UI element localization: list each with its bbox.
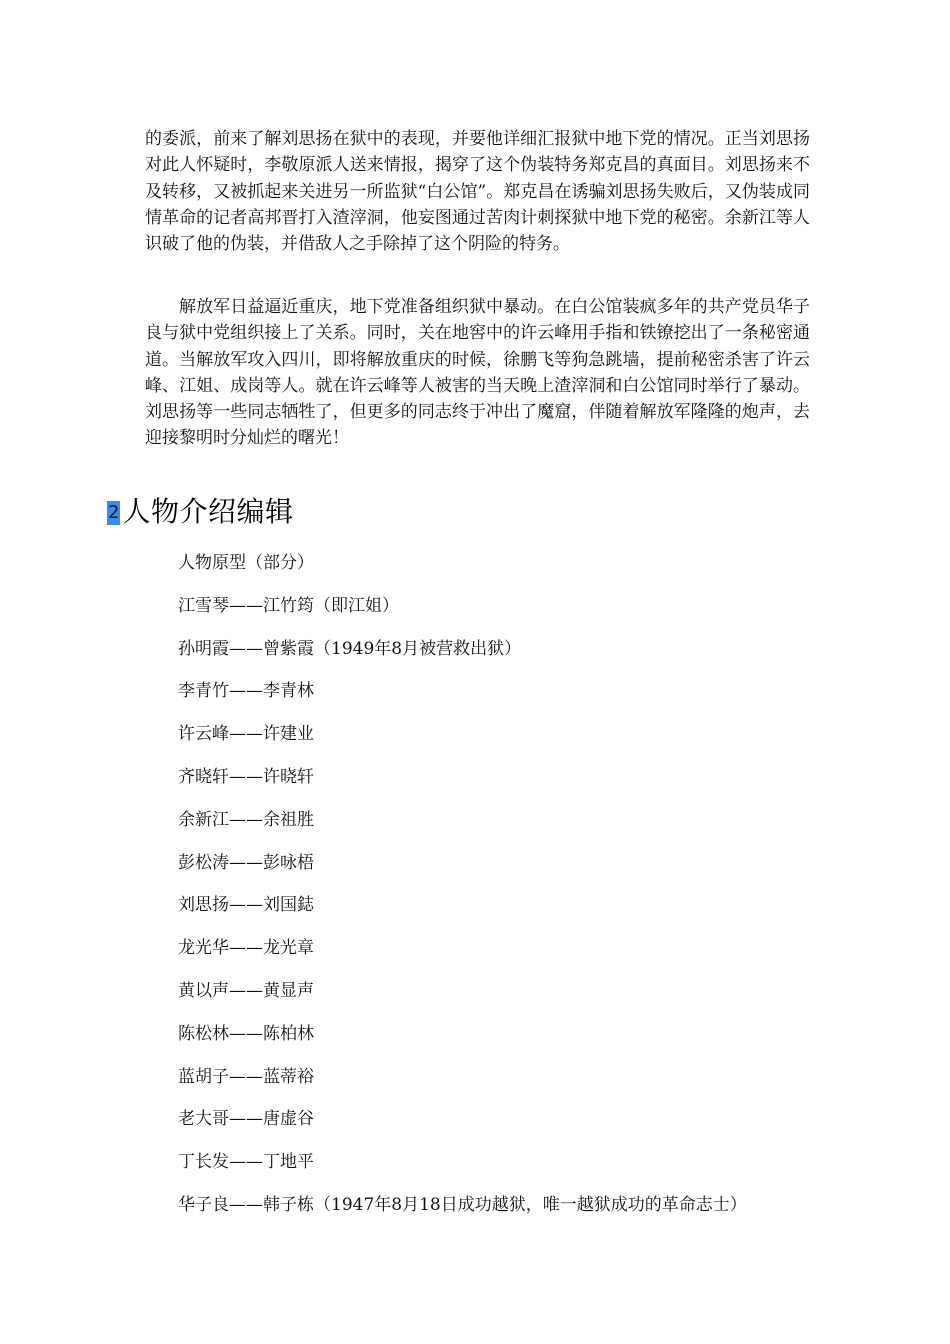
list-item: 龙光华——龙光章: [178, 938, 314, 959]
character-list-heading: 人物原型（部分）: [178, 553, 314, 573]
paragraph-prison-uprising-text: 解放军日益逼近重庆，地下党准备组织狱中暴动。在白公馆装疯多年的共产党员华子良与狱中党组织接上了关系。同时，关在地窖中的许云峰用手指和铁镣挖出了一条秘密通道。当解放军攻入四川，即将解放重庆的时候，徐鹏飞等狗急跳墙，提前秘密杀害了许云峰、江姐、成岗等人。就在许云峰等人被害的当天晚上渣滓洞和白公馆同时举行了暴动。刘思扬等一些同志牺牲了，但更多的同志终于冲出了魔窟，伴随着解放军隆隆的炮声，去迎接黎明时分灿烂的曙光！: [145, 297, 810, 449]
section-number: 2: [108, 502, 120, 523]
list-item: 黄以声——黄显声: [178, 980, 314, 1001]
section-title: 人物介绍编辑: [122, 495, 294, 528]
list-item: 孙明霞——曾紫霞（1949年8月被营救出狱）: [178, 638, 522, 659]
list-item: 老大哥——唐虚谷: [178, 1109, 314, 1130]
paragraph-plot-continuation: 的委派，前来了解刘思扬在狱中的表现，并要他详细汇报狱中地下党的情况。正当刘思扬对此人怀疑时，李敬原派人送来情报，揭穿了这个伪装特务郑克昌的真面目。刘思扬来不及转移，又被抓起来关进另一所监狱“白公馆”。郑克昌在诱骗刘思扬失败后，又伪装成同情革命的记者高邦晋打入渣滓洞，他妄图通过苦肉计刺探狱中地下党的秘密。余新江等人识破了他的伪装，并借敌人之手除掉了这个阴险的特务。: [145, 129, 810, 255]
list-item: 华子良——韩子栋（1947年8月18日成功越狱，唯一越狱成功的革命志士）: [178, 1194, 747, 1215]
paragraph-prison-uprising: [145, 294, 810, 452]
list-item: 丁长发——丁地平: [178, 1152, 314, 1173]
list-item: 余新江——余祖胜: [178, 809, 314, 830]
list-item: 陈松林——陈柏林: [178, 1023, 314, 1044]
list-item: 许云峰——许建业: [178, 724, 314, 745]
list-item: 李青竹——李青林: [178, 681, 314, 702]
list-item: 齐晓轩——许晓轩: [178, 766, 314, 787]
list-item: 彭松涛——彭咏梧: [178, 852, 314, 873]
list-item: 刘思扬——刘国鋕: [178, 895, 314, 916]
section-heading: [107, 490, 293, 530]
character-list: [178, 548, 747, 1233]
list-item: 江雪琴——江竹筠（即江姐）: [178, 595, 399, 616]
list-item: 蓝胡子——蓝蒂裕: [178, 1066, 314, 1087]
